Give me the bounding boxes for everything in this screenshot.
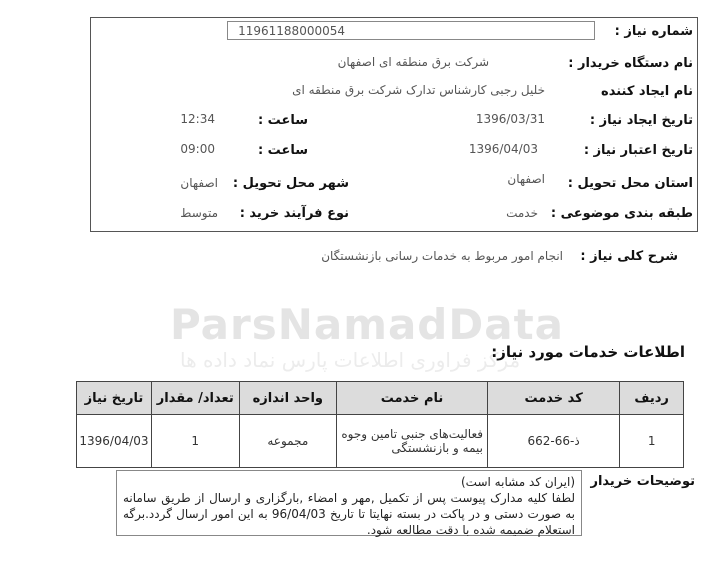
category: خدمت	[506, 206, 538, 220]
created-time-label: ساعت :	[257, 113, 308, 128]
creator: خلیل رجبی کارشناس تدارک شرکت برق منطقه ای	[292, 83, 545, 97]
notes-line-1: (ایران کد مشابه است)	[461, 475, 575, 489]
created-date-label: تاریخ ایجاد نیاز :	[589, 113, 693, 128]
creator-label: نام ایجاد کننده	[601, 84, 693, 99]
need-number-label: شماره نیاز :	[614, 24, 693, 39]
col-header-need-date: تاریخ نیاز	[77, 382, 152, 415]
cell-service-name: فعالیت‌های جنبی تامین وجوه بیمه و بازنشستگی	[337, 415, 488, 468]
validity-date-label: تاریخ اعتبار نیاز :	[583, 143, 693, 158]
validity-date: 1396/04/03	[468, 142, 538, 156]
notes-line-2: لطفا کلیه مدارک پیوست پس از تکمیل ,مهر و امضاء ,بارگزاری و ارسال از طریق سامانه به صورت دستی و در پاکت در بسته نهایتا تا تاریخ 96/04/03 به این امور ارسال گردد.برگه استعلام ضمیمه شده با دقت مطالعه شود.	[123, 491, 575, 537]
process-label: نوع فرآیند خرید :	[239, 206, 349, 221]
validity-time-label: ساعت :	[257, 143, 308, 158]
created-time: 12:34	[180, 112, 215, 126]
notes-box	[116, 470, 582, 536]
delivery-city: اصفهان	[180, 176, 218, 190]
services-table	[76, 381, 684, 468]
validity-time: 09:00	[180, 142, 215, 156]
watermark-subtitle: مرکز فراوری اطلاعات پارس نماد داده ها	[180, 348, 521, 372]
watermark-brand: ParsNamadData	[170, 300, 564, 349]
buyer-org: شرکت برق منطقه ای اصفهان	[337, 55, 489, 69]
table-row	[77, 415, 684, 468]
delivery-province-label: استان محل تحویل :	[567, 176, 693, 191]
col-header-unit: واحد اندازه	[239, 382, 336, 415]
cell-need-date: 1396/04/03	[77, 415, 152, 468]
process: متوسط	[180, 206, 218, 220]
cell-service-code: ذ-66-662	[487, 415, 619, 468]
col-header-service-name: نام خدمت	[337, 382, 488, 415]
col-header-quantity: تعداد/ مقدار	[151, 382, 239, 415]
need-number: 11961188000054	[238, 24, 345, 38]
category-label: طبقه بندی موضوعی :	[550, 206, 693, 221]
delivery-city-label: شهر محل تحویل :	[232, 176, 349, 191]
services-header-row	[77, 382, 684, 415]
services-title: اطلاعات خدمات مورد نیاز:	[491, 343, 685, 361]
delivery-province: اصفهان	[507, 172, 545, 186]
summary-text: انجام امور مربوط به خدمات رسانی بازنشستگان	[321, 249, 563, 263]
cell-quantity: 1	[151, 415, 239, 468]
created-date: 1396/03/31	[475, 112, 545, 126]
col-header-row-number: ردیف	[620, 382, 684, 415]
buyer-org-label: نام دستگاه خریدار :	[568, 56, 693, 71]
notes-label: توضیحات خریدار	[590, 474, 695, 489]
summary-label: شرح کلی نیاز :	[580, 249, 678, 264]
cell-row-number: 1	[620, 415, 684, 468]
col-header-service-code: کد خدمت	[487, 382, 619, 415]
cell-unit: مجموعه	[239, 415, 336, 468]
